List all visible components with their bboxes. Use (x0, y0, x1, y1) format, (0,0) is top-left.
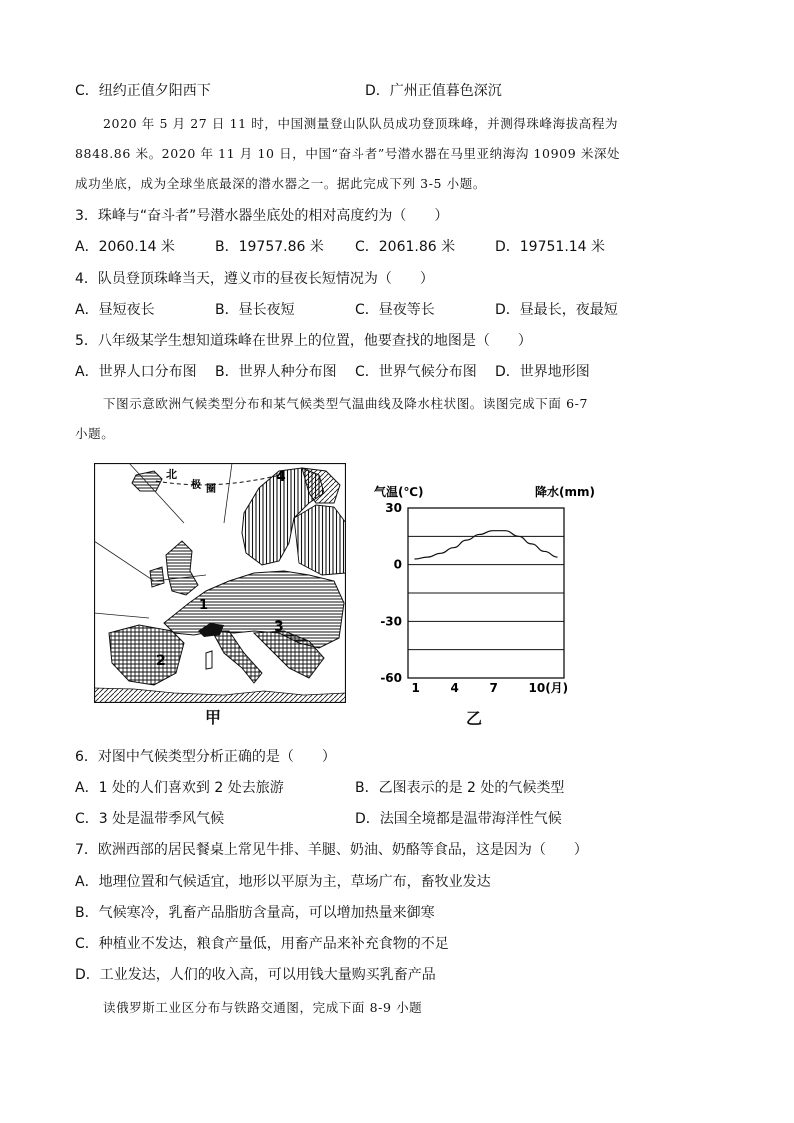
arctic-label-3: 圈 (206, 484, 216, 495)
q6-stem: 6．对图中气候类型分析正确的是（ ） (75, 749, 336, 765)
q6-option-d: D．法国全境都是温带海洋性气候 (355, 811, 562, 827)
q4-option-a: A．昼短夜长 (75, 302, 155, 318)
passage2-line1: 下图示意欧洲气候类型分布和某气候类型气温曲线及降水柱状图。读图完成下面 6-7 (103, 396, 589, 411)
q7-option-c: C．种植业不发达，粮食产量低，用畜产品来补充食物的不足 (75, 936, 449, 952)
passage1-line2: 8848.86 米。2020 年 11 月 10 日，中国“奋斗者”号潜水器在马里亚纳海沟 10909 米深处 (75, 146, 621, 161)
temp-tick-label: 0 (393, 557, 402, 572)
q3-option-a: A．2060.14 米 (75, 239, 175, 255)
q7-option-a: A．地理位置和气候适宜，地形以平原为主，草场广布，畜牧业发达 (75, 874, 491, 890)
q6-option-a: A．1 处的人们喜欢到 2 处去旅游 (75, 780, 284, 796)
map-caption: 甲 (205, 708, 222, 727)
q6-option-c: C．3 处是温带季风气候 (75, 811, 225, 827)
q7-stem: 7．欧洲西部的居民餐桌上常见牛排、羊腿、奶油、奶酪等食品，这是因为（ ） (75, 842, 588, 858)
passage1-line3: 成功坐底，成为全球坐底最深的潜水器之一。据此完成下列 3-5 小题。 (75, 176, 486, 191)
temp-tick-label: -30 (380, 614, 402, 629)
q4-option-b: B．昼长夜短 (215, 302, 295, 318)
q5-stem: 5．八年级某学生想知道珠峰在世界上的位置，他要查找的地图是（ ） (75, 333, 532, 349)
month-tick-label: 7 (489, 681, 498, 695)
map-marker-2: 2 (156, 653, 166, 669)
temperature-line (415, 531, 558, 559)
q4-option-d: D．昼最长，夜最短 (495, 302, 618, 318)
precip-axis-label: 降水(mm) (535, 485, 595, 499)
q5-option-a: A．世界人口分布图 (75, 364, 197, 380)
chart-caption: 乙 (466, 709, 483, 728)
q3-option-c: C．2061.86 米 (355, 239, 456, 255)
q6-option-b: B．乙图表示的是 2 处的气候类型 (355, 780, 565, 796)
europe-climate-map (94, 463, 346, 703)
passage2-line2: 小题。 (75, 426, 115, 441)
month-tick-label: 10(月) (528, 681, 569, 695)
map-marker-3: 3 (274, 619, 284, 635)
arctic-label-2: 极 (191, 480, 201, 491)
map-marker-1: 1 (199, 598, 209, 613)
q4-option-c: C．昼夜等长 (355, 302, 435, 318)
q7-option-d: D．工业发达，人们的收入高，可以用钱大量购买乳畜产品 (75, 967, 436, 983)
passage1-line1: 2020 年 5 月 27 日 11 时，中国测量登山队队员成功登顶珠峰，并测得珠峰海拔高程为 (103, 116, 619, 131)
arctic-label-1: 北 (166, 468, 177, 481)
q2-option-c: C．纽约正值夕阳西下 (75, 83, 211, 99)
passage3: 读俄罗斯工业区分布与铁路交通图，完成下面 8-9 小题 (103, 1000, 423, 1015)
q3-option-b: B．19757.86 米 (215, 239, 324, 255)
q2-option-d: D．广州正值暮色深沉 (365, 83, 502, 99)
climate-chart (368, 480, 608, 700)
q4-stem: 4．队员登顶珠峰当天，遵义市的昼夜长短情况为（ ） (75, 271, 434, 287)
map-marker-4: 4 (276, 469, 286, 485)
q5-option-b: B．世界人种分布图 (215, 364, 337, 380)
month-tick-label: 1 (411, 681, 420, 695)
temp-tick-label: 30 (385, 501, 402, 515)
q3-stem: 3．珠峰与“奋斗者”号潜水器坐底处的相对高度约为（ ） (75, 208, 449, 224)
temp-tick-label: -60 (380, 671, 402, 685)
q3-option-d: D．19751.14 米 (495, 239, 606, 255)
q7-option-b: B．气候寒冷，乳畜产品脂肪含量高，可以增加热量来御寒 (75, 905, 435, 921)
month-tick-label: 4 (450, 681, 459, 695)
q5-option-c: C．世界气候分布图 (355, 364, 477, 380)
temp-axis-label: 气温(℃) (374, 485, 424, 499)
q5-option-d: D．世界地形图 (495, 364, 590, 380)
